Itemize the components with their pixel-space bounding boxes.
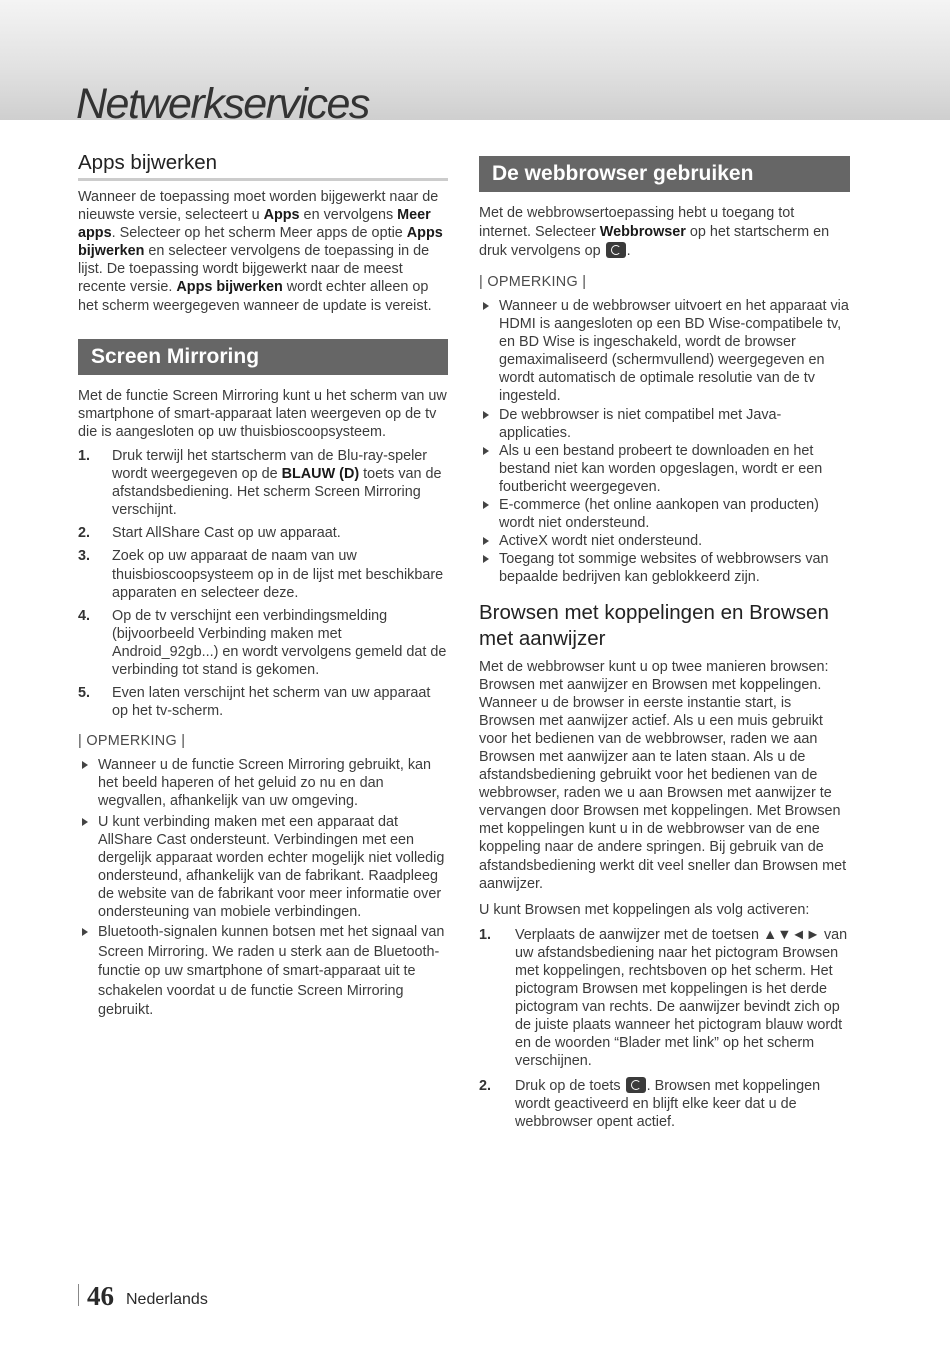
browsing-heading: Browsen met koppelingen en Browsen met aanwijzer: [479, 600, 829, 650]
note-label: | OPMERKING |: [78, 733, 186, 750]
bullet-arrow-icon: [483, 501, 489, 509]
left-column: [78, 150, 448, 1021]
list-item: Als u een bestand probeert te downloaden en het bestand niet kan worden opgeslagen, wordt er een foutbericht weergegeven.: [479, 442, 850, 496]
apps-heading: Apps bijwerken: [78, 150, 448, 181]
mirroring-intro: Met de functie Screen Mirroring kunt u het scherm van uw smartphone of smart-apparaat laten weergeven op de tv die is aangesloten op uw thuisbioscoopsysteem.: [78, 387, 447, 440]
bullet-arrow-icon: [483, 411, 489, 419]
screen-mirroring-heading: Screen Mirroring: [78, 339, 448, 375]
mirroring-notes: [78, 756, 448, 1020]
bullet-arrow-icon: [82, 761, 88, 769]
list-item: 2. Druk op de toets . Browsen met koppelingen wordt geactiveerd en blijft elke keer dat u de webbrowser opent actief.: [479, 1077, 821, 1130]
list-item: De webbrowser is niet compatibel met Java-applicaties.: [479, 406, 850, 442]
bullet-arrow-icon: [483, 537, 489, 545]
list-item: 5. Even laten verschijnt het scherm van uw apparaat op het tv-scherm.: [78, 685, 431, 720]
list-item: 3. Zoek op uw apparaat de naam van uw thuisbioscoopsysteem op in de lijst met beschikbare apparaten en selecteer deze.: [78, 548, 444, 601]
footer-divider: [78, 1284, 79, 1306]
webbrowser-notes: [479, 297, 850, 587]
browsing-activate: U kunt Browsen met koppelingen als volg activeren:: [479, 901, 810, 918]
list-item: Wanneer u de webbrowser uitvoert en het apparaat via HDMI is aangesloten op een BD Wise-compatibele tv, en BD Wise is ingeschakeld, wordt de browser gemaximaliseerd (schermvullend) weergegeven en wordt automatisch de optimale resolutie van de tv ingesteld.: [479, 297, 850, 406]
list-item: U kunt verbinding maken met een apparaat dat AllShare Cast ondersteunt. Verbindingen met een dergelijk apparaat worden echter mogelijk niet volledig ondersteund, afhankelijk van de fabrikant. Raadpleeg de website van de fabrikant voor meer informatie over ondersteuning van mobiele verbindingen.: [78, 813, 448, 922]
bullet-arrow-icon: [483, 447, 489, 455]
webbrowser-heading: De webbrowser gebruiken: [479, 156, 850, 192]
bullet-arrow-icon: [82, 818, 88, 826]
list-item: Bluetooth-signalen kunnen botsen met het signaal van Screen Mirroring. We raden u sterk aan de Bluetooth-functie op uw smartphone of smart-apparaat uit te schakelen voordat u de functie Screen Mirroring gebruikt.: [78, 923, 448, 1021]
list-item: 1. Verplaats de aanwijzer met de toetsen ▲▼◄► van uw afstandsbediening naar het pictogram Browsen met koppelingen, rechtsboven op het scherm. Het pictogram Browsen met koppelingen is het derde pictogram van rechts. De aanwijzer bevindt zich op de juiste plaats wanneer het pictogram blauw wordt en de woorden “Blader met link” op het scherm verschijnen.: [479, 926, 848, 1070]
browsing-intro: Met de webbrowser kunt u op twee manieren browsen: Browsen met aanwijzer en Browsen met koppelingen. Wanneer u de browser in eerste instantie start, is Browsen met aanwijzer actief. Als u een muis gebruikt voor het bedienen van de webbrowser, raden we aan Browsen met aanwijzer aan te laten staan. Als u de afstandsbediening gebruikt voor het bedienen van de webbrowser, raden we u aan Browsen met aanwijzer te vervangen door Browsen met koppelingen. Met Browsen met koppelingen kunt u in de webbrowser van de ene koppeling naar de andere springen. Bij gebruik van de afstandsbediening werkt dit veel sneller dan Browsen met aanwijzer.: [479, 658, 847, 892]
list-item: 1. Druk terwijl het startscherm van de Blu-ray-speler wordt weergegeven op de BLAUW (D) toets van de afstandsbediening. Het scherm Screen Mirroring verschijnt.: [78, 447, 442, 519]
bullet-arrow-icon: [82, 928, 88, 936]
list-item: Wanneer u de functie Screen Mirroring gebruikt, kan het beeld haperen of het geluid zo nu en dan wegvallen, afhankelijk van uw omgeving.: [78, 756, 448, 810]
enter-key-icon: [606, 242, 626, 258]
list-item: Toegang tot sommige websites of webbrowsers van bepaalde bedrijven kan geblokkeerd zijn.: [479, 550, 850, 586]
note-label: | OPMERKING |: [479, 274, 587, 290]
list-item: 2. Start AllShare Cast op uw apparaat.: [78, 525, 341, 542]
page-language: Nederlands: [126, 1291, 208, 1308]
page-title: Netwerkservices: [76, 80, 369, 128]
list-item: 4. Op de tv verschijnt een verbindingsmelding (bijvoorbeeld Verbinding maken met Android_92gb...) en wordt vervolgens gemeld dat de verbinding tot stand is gekomen.: [78, 607, 447, 678]
bullet-arrow-icon: [483, 302, 489, 310]
enter-key-icon: [626, 1077, 646, 1093]
page-number: 46: [87, 1281, 114, 1311]
apps-paragraph: Wanneer de toepassing moet worden bijgewerkt naar de nieuwste versie, selecteert u Apps en vervolgens Meer apps. Selecteer op het scherm Meer apps de optie Apps bijwerken en selecteer vervolgens de toepassing in de lijst. De toepassing wordt bijgewerkt naar de meest recente versie. Apps bijwerken wordt echter alleen op het scherm weergegeven wanneer de update is vereist.: [78, 189, 443, 314]
webbrowser-intro: Met de webbrowsertoepassing hebt u toegang tot internet. Selecteer Webbrowser op het startscherm en druk vervolgens op .: [479, 205, 830, 259]
mirroring-steps: [78, 447, 448, 720]
bullet-arrow-icon: [483, 555, 489, 563]
list-item: ActiveX wordt niet ondersteund.: [479, 532, 850, 550]
list-item: E-commerce (het online aankopen van producten) wordt niet ondersteund.: [479, 496, 850, 532]
right-column: [479, 156, 850, 1131]
browsing-steps: [479, 926, 850, 1131]
